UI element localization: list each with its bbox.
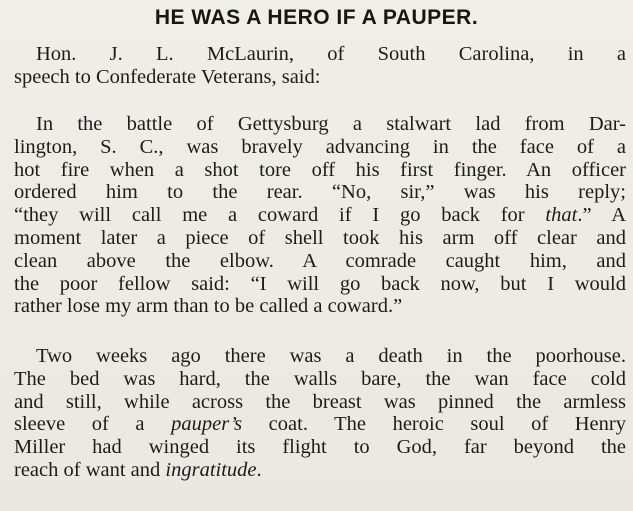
text-line: In the battle of Gettysburg a stalwart lad from Dar- (36, 113, 626, 135)
text-run: coat. The heroic soul of Henry (242, 413, 626, 436)
paragraph-intro (14, 43, 626, 89)
text-line: Two weeks ago there was a death in the poorhouse. (36, 345, 626, 367)
text-line: moment later a piece of shell took his arm off clear and (14, 226, 626, 249)
text-line: The bed was hard, the walls bare, the wan face cold (14, 367, 626, 390)
text-line: clean above the elbow. A comrade caught him, and (14, 249, 626, 272)
italic-word: pauper’s (171, 413, 243, 436)
text-run: . (256, 458, 262, 481)
text-run: .” A (577, 204, 626, 227)
paragraph-gettysburg (14, 113, 626, 318)
text-line (14, 204, 626, 227)
text-line: the poor fellow said: “I will go back now, but I would (14, 272, 626, 295)
text-line: and still, while across the breast was pinned the armless (14, 390, 626, 413)
text-line (14, 459, 626, 482)
article-title: HE WAS A HERO IF A PAUPER. (154, 6, 479, 29)
text-run: sleeve of a (14, 413, 172, 436)
text-run: reach of want and (14, 458, 166, 481)
text-line: speech to Confederate Veterans, said: (14, 65, 321, 88)
italic-word: that (545, 204, 578, 227)
text-line: lington, S. C., was bravely advancing in the face of a (14, 135, 626, 158)
text-line: Hon. J. L. McLaurin, of South Carolina, in a (36, 43, 626, 65)
paragraph-poorhouse (14, 345, 626, 482)
text-run: “they will call me a coward if I go back for (14, 204, 546, 227)
italic-word: ingratitude (165, 458, 257, 481)
text-line: hot fire when a shot tore off his first finger. An officer (14, 158, 626, 181)
text-line: rather lose my arm than to be called a coward.” (14, 295, 403, 318)
text-line (14, 413, 626, 436)
text-line: ordered him to the rear. “No, sir,” was his reply; (14, 181, 626, 204)
text-line: Miller had winged its flight to God, far beyond the (14, 436, 626, 459)
